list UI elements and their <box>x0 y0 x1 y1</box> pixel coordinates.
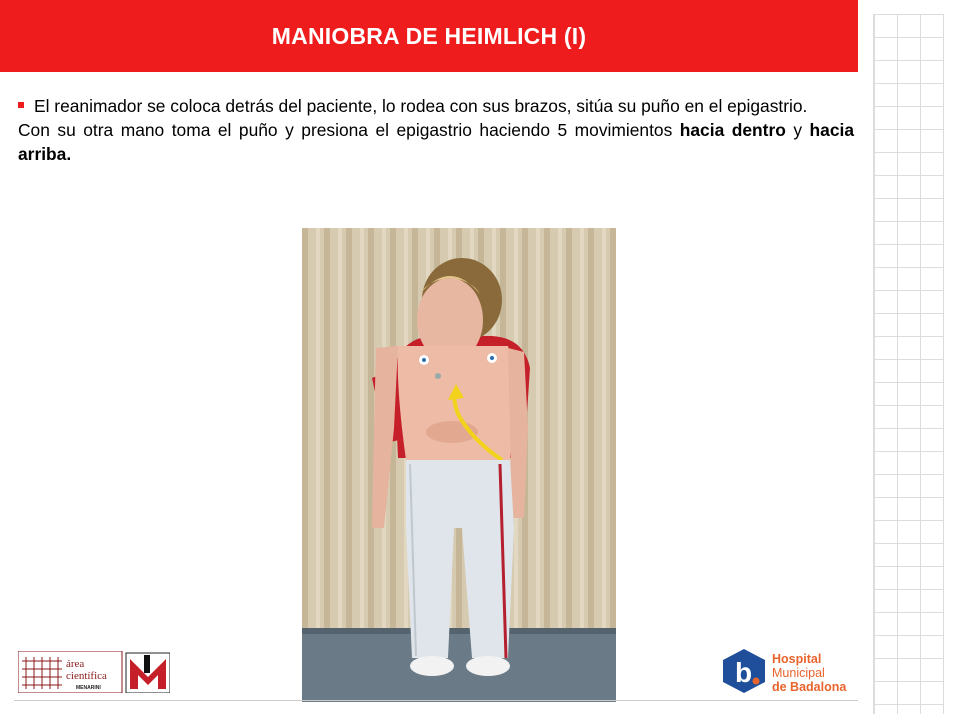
slide-body <box>18 94 854 166</box>
bold-hacia-dentro: hacia dentro <box>679 120 786 140</box>
paragraph-2-mid: y <box>785 120 810 140</box>
paragraph-2 <box>18 118 854 166</box>
bold-hacia-arriba: hacia arriba. <box>18 120 855 164</box>
logo-right-line1: Hospital <box>772 652 822 666</box>
footer-divider <box>14 700 858 701</box>
logo-left-line2: científica <box>66 670 107 682</box>
logo-right-line2: Municipal <box>772 666 825 680</box>
logo-right-line3: de Badalona <box>772 680 847 694</box>
heimlich-photo <box>302 228 616 702</box>
paragraph-2-start: Con su otra mano toma el puño y presiona el epigastrio haciendo 5 movimientos <box>18 120 680 140</box>
paragraph-1-text: El reanimador se coloca detrás del paciente, lo rodea con sus brazos, sitúa su puño en el epigastrio. <box>34 96 808 116</box>
bullet-icon <box>18 102 24 108</box>
logo-left-line1: área <box>66 658 85 670</box>
logo-left-line3: MENARINI <box>76 685 101 691</box>
area-cientifica-logo <box>18 651 170 693</box>
paragraph-1 <box>18 94 854 118</box>
grid-decoration <box>873 14 944 714</box>
slide-title: MANIOBRA DE HEIMLICH (I) <box>271 22 587 49</box>
title-bar <box>0 0 858 72</box>
svg-text:b: b <box>735 657 753 688</box>
hospital-badalona-logo <box>722 648 850 694</box>
